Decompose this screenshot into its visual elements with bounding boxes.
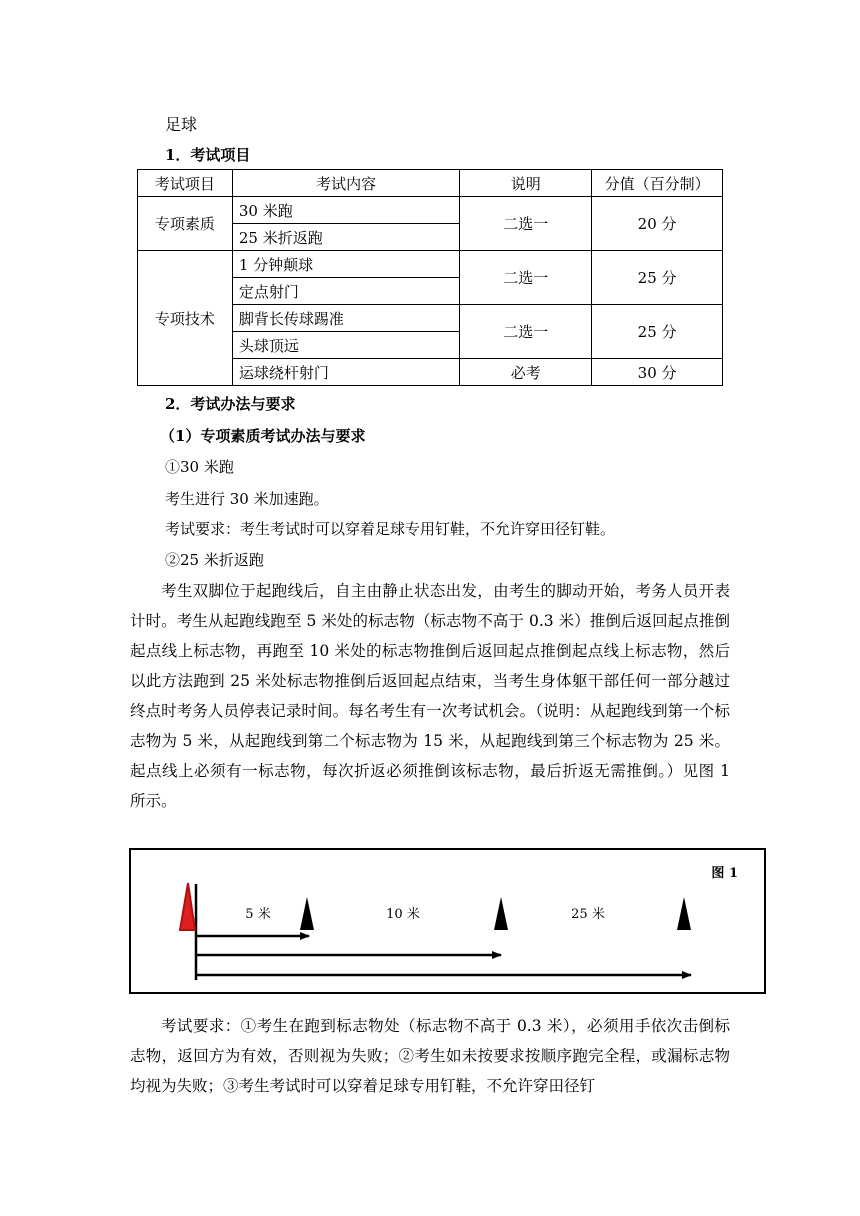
item-desc-30m: 考生进行 30 米加速跑。 (165, 490, 329, 508)
subsection-heading-fitness: （1）专项素质考试办法与要求 (160, 427, 366, 445)
distance-label-10m: 10 米 (386, 907, 420, 922)
section-heading-methods: 2．考试办法与要求 (165, 395, 296, 413)
content-cell: 脚背长传球踢准 (232, 305, 460, 332)
table-header-row (138, 170, 723, 197)
distance-label-5m: 5 米 (245, 907, 271, 922)
item-desc-25m-shuttle: 考生双脚位于起跑线后，自主由静止状态出发，由考生的脚动开始，考务人员开表计时。考生从起跑线跑至 5 米处的标志物（标志物不高于 0.3 米）推倒后返回起点推倒起点线上标志物，再跑至 10 米处的标志物推倒后返回起点推倒起点线上标志物，然后以此方法跑到 25 米处标志物推倒后返回起点结束，当考生身体躯干部任何一部分越过终点时考务人员停表记录时间。每名考生有一次考试机会。（说明：从起跑线到第一个标志物为 5 米，从起跑线到第二个标志物为 15 米，从起跑线到第三个标志物为 25 米。起点线上必须有一标志物，每次折返必须推倒该标志物，最后折返无需推倒。）见图 1 所示。 (130, 582, 730, 810)
note-cell: 二选一 (460, 251, 592, 305)
category-cell: 专项素质 (138, 197, 233, 251)
table-header-cell: 说明 (460, 170, 592, 197)
start-cone-icon (180, 883, 195, 930)
note-cell: 二选一 (460, 197, 592, 251)
table-header-cell: 考试内容 (232, 170, 460, 197)
content-cell: 定点射门 (232, 278, 460, 305)
content-cell: 1 分钟颠球 (232, 251, 460, 278)
item-req-30m: 考试要求：考生考试时可以穿着足球专用钉鞋，不允许穿田径钉鞋。 (165, 520, 616, 538)
figure-label: 图 1 (711, 866, 738, 881)
score-cell: 25 分 (592, 251, 723, 305)
table-row (138, 251, 723, 278)
content-cell: 头球顶远 (232, 332, 460, 359)
page-title: 足球 (165, 115, 198, 134)
figure-1 (129, 848, 766, 994)
table-header-cell: 考试项目 (138, 170, 233, 197)
distance-label-25m: 25 米 (571, 907, 605, 922)
requirements-paragraph: 考试要求：①考生在跑到标志物处（标志物不高于 0.3 米），必须用手依次击倒标志物，返回方为有效，否则视为失败；②考生如未按要求按顺序跑完全程，或漏标志物均视为失败；③考生考试时可以穿着足球专用钉鞋，不允许穿田径钉 (130, 1017, 730, 1095)
category-cell: 专项技术 (138, 251, 233, 386)
exam-items-table (137, 169, 723, 386)
score-cell: 25 分 (592, 305, 723, 359)
cone-25m-icon (677, 897, 691, 930)
shuttle-run-diagram (131, 850, 768, 996)
cone-5m-icon (300, 897, 314, 930)
score-cell: 20 分 (592, 197, 723, 251)
table-header-cell: 分值（百分制） (592, 170, 723, 197)
item-title-30m: ①30 米跑 (165, 458, 234, 476)
cone-15m-icon (494, 897, 508, 930)
content-cell: 30 米跑 (232, 197, 460, 224)
table-row (138, 197, 723, 224)
score-cell: 30 分 (592, 359, 723, 386)
section-heading-exam-items: 1．考试项目 (165, 146, 251, 164)
note-cell: 必考 (460, 359, 592, 386)
content-cell: 运球绕杆射门 (232, 359, 460, 386)
item-title-25m-shuttle: ②25 米折返跑 (165, 551, 264, 569)
content-cell: 25 米折返跑 (232, 224, 460, 251)
note-cell: 二选一 (460, 305, 592, 359)
